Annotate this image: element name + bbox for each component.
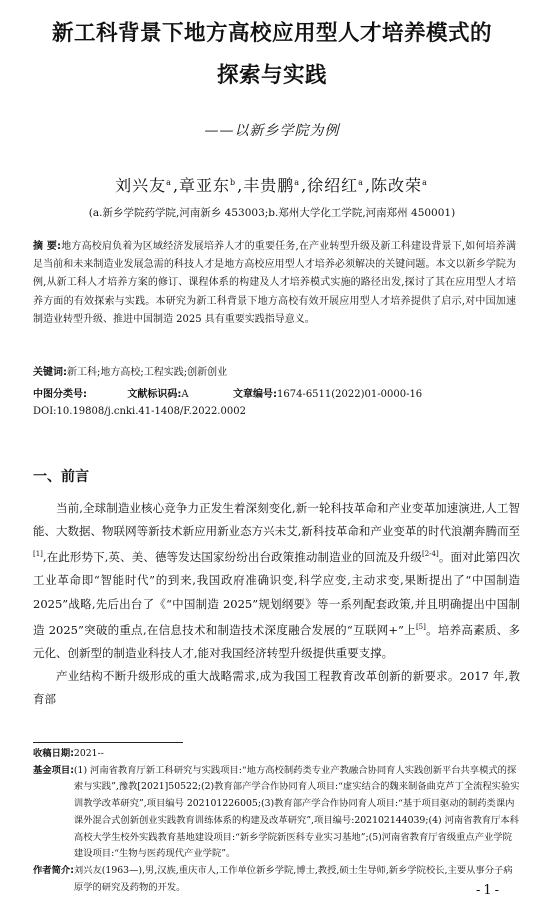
keywords [33, 363, 516, 378]
citation: [2-4] [422, 550, 439, 559]
text-run: 当前,全球制造业核心竞争力正发生着深刻变化,新一轮科技革命和产业变革加速演进,人工智能、大数据、物联网等新技术新应用新业态方兴未艾,新科技革命和产业变革的时代浪潮奔腾而至 [33, 501, 520, 539]
received-label: 收稿日期: [33, 748, 74, 759]
affil-mark: a [294, 177, 301, 187]
footnotes [33, 746, 520, 896]
abstract-label: 摘 要: [33, 241, 62, 252]
title-line-1: 新工科背景下地方高校应用型人才培养模式的 [51, 21, 492, 46]
author-name: 陈改荣 [371, 176, 423, 195]
author-note [33, 863, 520, 896]
text-run: 。面对此第四次工业革命即“智能时代”的到来,我国政府准确识变,科学应变,主动求变,果断提出了“中国制造 2025”战略,先后出台了《“中国制造 2025”规划纲要》等一系列配套政策,并且明确提出中国制造 2025”突破的重点,在信息技术和制造技术深度融合发展的“互联网+”上 [33, 550, 521, 637]
affil-mark: a [358, 177, 364, 187]
section-heading: 一、前言 [33, 469, 89, 485]
keywords-text: 新工科;地方高校;工程实践;创新创业 [67, 367, 228, 378]
affiliation: (a.新乡学院药学院,河南新乡 453003;b.郑州大学化工学院,河南郑州 450001) [88, 207, 456, 219]
article-no-label: 文章编号: [232, 389, 277, 400]
doccode-label: 文献标识码: [127, 389, 182, 400]
paragraph [33, 497, 520, 665]
affil-mark: a [422, 177, 428, 187]
metadata-line [33, 385, 516, 400]
article-no-value: 1674-6511(2022)01-0000-16 [276, 389, 423, 400]
author-name: 徐绍红 [307, 176, 359, 195]
abstract [33, 238, 516, 329]
author-list: 刘兴友$^a$,章亚东$^b$,丰贵鹏$^a$,徐绍红$^a$,陈改荣$^a$ [115, 176, 428, 195]
citation: [1] [33, 550, 43, 559]
paragraph: 产业结构不断升级形成的重大战略需求,成为我国工程教育改革创新的新要求。2017 年,教育部 [33, 669, 520, 707]
clc-label: 中图分类号: [33, 389, 87, 400]
received-value: 2021-- [73, 748, 104, 759]
author-name: 丰贵鹏 [243, 176, 295, 195]
author-bio-value: 刘兴友(1963—),男,汉族,重庆市人,工作单位新乡学院,博士,教授,硕士生导师,新乡学院校长,主要从事分子病原学的研究及药物的开发。 [73, 864, 513, 893]
fund-label: 基金项目: [33, 764, 74, 776]
subtitle: ——以新乡学院为例 [204, 123, 340, 139]
page-number: -1- [475, 883, 502, 898]
doi: DOI:10.19808/j.cnki.41-1408/F.2022.0002 [33, 406, 246, 417]
text-run: 。培养高素质、多元化、创新型的制造业科技人才,能对我国经济转型升级提供重要支撑。 [33, 622, 521, 660]
body-text [33, 497, 520, 711]
citation: [5] [415, 622, 426, 631]
title-line-2: 探索与实践 [216, 63, 327, 88]
affil-mark: b [230, 177, 237, 187]
text-run: ,在此形势下,英、美、德等发达国家纷纷出台政策推动制造业的回流及升级 [42, 550, 422, 565]
author-bio-label: 作者简介: [33, 864, 74, 876]
keywords-label: 关键词: [33, 367, 67, 378]
affil-mark: a [166, 177, 172, 187]
abstract-text: 地方高校肩负着为区域经济发展培养人才的重要任务,在产业转型升级及新工科建设背景下,如何培养满足当前和未来制造业发展急需的科技人才是地方高校应用型人才培养必须解决的关键问题。本文以新乡学院为例,从新工科人才培养方案的修订、课程体系的构建及人才培养模式实施的路径出发,探讨了其在应用型人才培养方面的有效探索与实践。本研究为新工科背景下地方高校有效开展应用型人才培养提供了启示,对中国加速制造业转型升级、推进中国制造 2025 具有重要实践指导意义。 [33, 241, 516, 325]
received-note [33, 746, 520, 763]
footnote-divider [33, 742, 183, 743]
fund-note [33, 763, 520, 863]
fund-value: (1) 河南省教育厅新工科研究与实践项目:“地方高校制药类专业产教融合协同育人实践创新平台共享模式的探索与实践”,豫教[2021]50522;(2)教育部产学合作协同育人项目:“虚实结合的魏来制备曲克芦丁全流程实验实训教学改革研究”,项目编号 202101226005;(3)教育部产学合作协同育人项目:“基于项目驱动的制药类课内课外混合式创新创业实践教育训练体系的构建及改革研究”,项目编号:202102144039;(4) 河南省教育厅本科高校大学生校外实践教育基地建设项目:“新乡学院新医科专业实习基地”;(5)河南省教育厅省级重点产业学院建设项目:“生物与医药现代产业学院”。 [73, 764, 520, 860]
doccode-value: A [181, 389, 189, 400]
author-name: 刘兴友 [115, 176, 167, 195]
author-name: 章亚东 [179, 176, 231, 195]
